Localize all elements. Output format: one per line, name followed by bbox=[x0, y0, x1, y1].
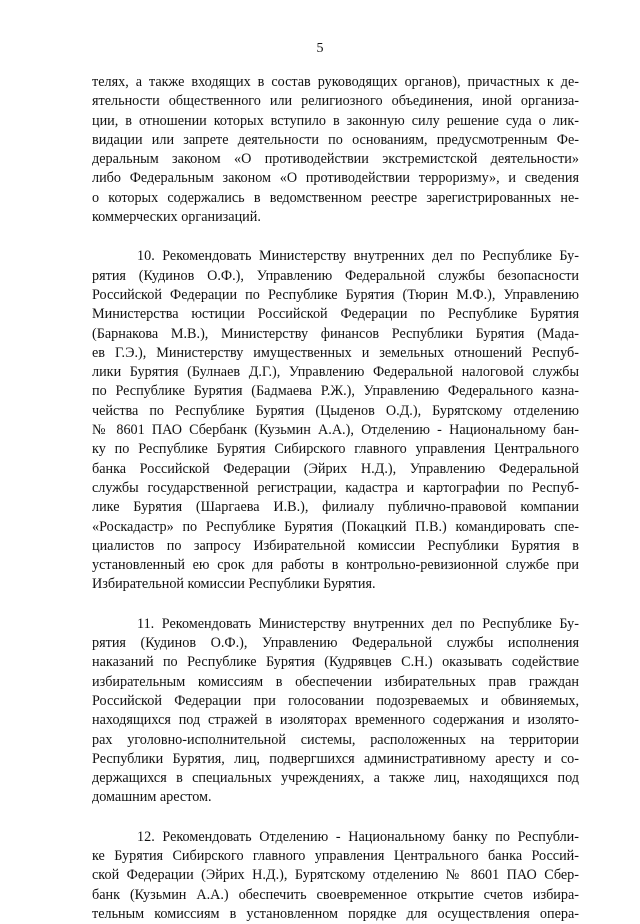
text-line: чейства по Республике Бурятия (Цыденов О.Д.), Бурятскому отделению bbox=[92, 402, 579, 419]
text-line: видации или запрете деятельности по основаниям, предусмотренным Фе- bbox=[92, 131, 579, 148]
text-line: (Барнакова М.В.), Министерству финансов Республики Бурятия (Мада- bbox=[92, 325, 579, 342]
paragraph-gap bbox=[92, 227, 579, 247]
paragraph-gap bbox=[92, 808, 579, 828]
text-line: 10. Рекомендовать Министерству внутренних дел по Республике Бу- bbox=[137, 248, 579, 265]
text-line: наказаний по Республике Бурятия (Кудрявцев С.Н.) оказывать содействие bbox=[92, 654, 579, 671]
text-line: Министерства юстиции Российской Федерации по Республике Бурятия bbox=[92, 306, 579, 323]
text-line: «Роскадастр» по Республике Бурятия (Покацкий П.В.) командировать спе- bbox=[92, 518, 579, 535]
text-line: лике Бурятия (Шаргаева И.В.), филиалу публично-правовой компании bbox=[92, 499, 579, 516]
text-line: ской Федерации (Эйрих Н.Д.), Бурятскому отделению № 8601 ПАО Сбер- bbox=[92, 867, 579, 884]
text-line: коммерческих организаций. bbox=[92, 209, 261, 226]
text-line: 12. Рекомендовать Отделению - Национальному банку по Республи- bbox=[137, 828, 579, 845]
text-line: банк (Кузьмин А.А.) обеспечить своевременное открытие счетов избира- bbox=[92, 886, 579, 903]
text-line: Избирательной комиссии Республики Бурятия. bbox=[92, 576, 376, 593]
text-line: Республики Бурятия, лиц, подвергшихся административному аресту и со- bbox=[92, 750, 579, 767]
paragraph-3 bbox=[92, 615, 579, 808]
text-line: домашним арестом. bbox=[92, 789, 212, 806]
text-line: Российской Федерации по Республике Бурятия (Тюрин М.Ф.), Управлению bbox=[92, 286, 579, 303]
text-line: рятия (Кудинов О.Ф.), Управлению Федеральной службы безопасности bbox=[92, 267, 579, 284]
paragraph-gap bbox=[92, 595, 579, 615]
text-line: о которых содержались в ведомственном реестре зарегистрированных не- bbox=[92, 189, 579, 206]
text-line: телях, а также входящих в состав руководящих органов), причастных к де- bbox=[92, 74, 579, 90]
text-line: находящихся под стражей в изоляторах временного содержания и изолято- bbox=[92, 712, 579, 729]
text-line: ев Г.Э.), Министерству имущественных и земельных отношений Респуб- bbox=[92, 344, 579, 361]
paragraph-4 bbox=[92, 828, 579, 924]
text-line: по Республике Бурятия (Бадмаева Р.Ж.), Управлению Федерального казна- bbox=[92, 383, 579, 400]
page-number: 5 bbox=[316, 41, 324, 56]
text-line: избирательным комиссиям в обеспечении избирательных прав граждан bbox=[92, 673, 579, 690]
text-line: ции, в отношении которых вступило в законную силу решение суда о лик- bbox=[92, 112, 579, 129]
text-line: ке Бурятия Сибирского главного управления Центрального банка Россий- bbox=[92, 847, 579, 864]
text-line: рятия (Кудинов О.Ф.), Управлению Федеральной службы исполнения bbox=[92, 635, 579, 652]
text-line: ку по Республике Бурятия Сибирского главного управления Центрального bbox=[92, 441, 579, 458]
text-line: Российской Федерации при голосовании подозреваемых и обвиняемых, bbox=[92, 692, 579, 709]
text-line: тельным комиссиям в установленном порядке для осуществления опера- bbox=[92, 905, 579, 922]
text-line: банка Российской Федерации (Эйрих Н.Д.), Управлению Федеральной bbox=[92, 460, 579, 477]
paragraph-2 bbox=[92, 247, 579, 594]
text-line: лики Бурятия (Булнаев Д.Г.), Управлению Федеральной налоговой службы bbox=[92, 364, 579, 381]
text-line: ятельности общественного или религиозного объединения, иной организа- bbox=[92, 93, 579, 110]
text-line: деральным законом «О противодействии экстремистской деятельности» bbox=[92, 151, 579, 168]
paragraph-1 bbox=[92, 73, 579, 227]
text-line: № 8601 ПАО Сбербанк (Кузьмин А.А.), Отделению - Национальному бан- bbox=[92, 422, 579, 439]
text-line: держащихся в специальных учреждениях, а также лиц, находящихся под bbox=[92, 770, 579, 787]
text-line: циалистов по запросу Избирательной комиссии Республики Бурятия в bbox=[92, 537, 579, 554]
document-body bbox=[92, 73, 579, 924]
text-line: установленный ею срок для работы в контрольно-ревизионной службе при bbox=[92, 557, 579, 574]
text-line: либо Федеральным законом «О противодействии терроризму», и сведения bbox=[92, 170, 579, 187]
text-line: рах уголовно-исполнительной системы, расположенных на территории bbox=[92, 731, 579, 748]
text-line: 11. Рекомендовать Министерству внутренних дел по Республике Бу- bbox=[137, 615, 579, 632]
text-line: службы государственной регистрации, кадастра и картографии по Респуб- bbox=[92, 479, 579, 496]
